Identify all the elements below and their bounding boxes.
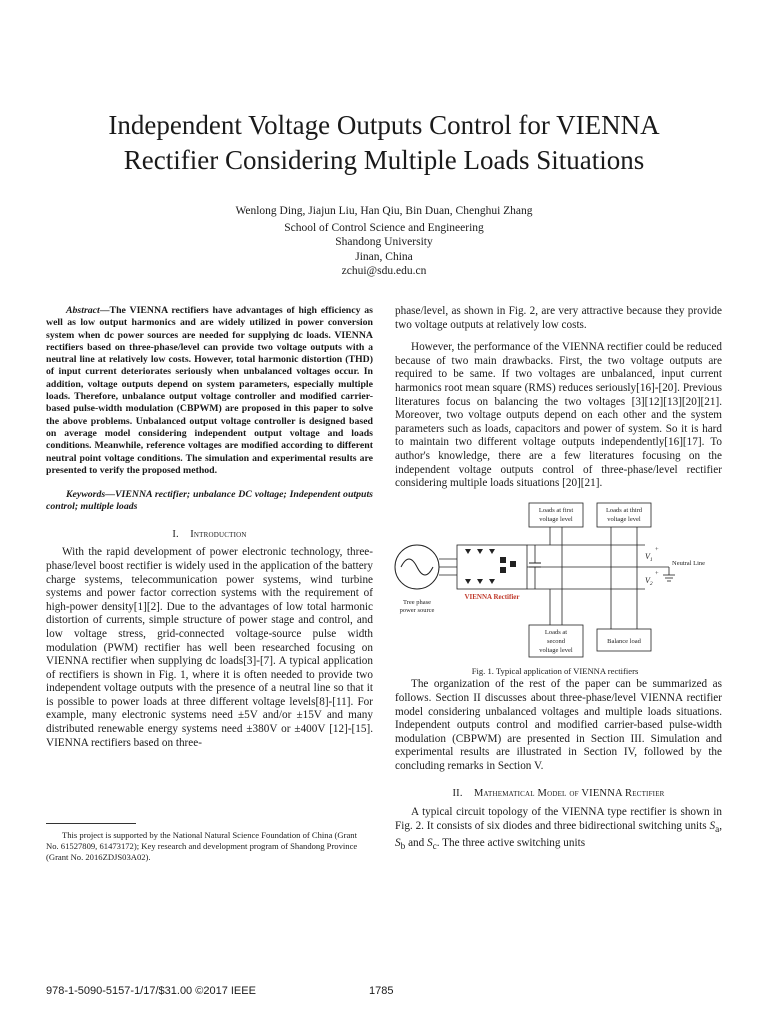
paper-title [30, 108, 738, 178]
rectifier-label: VIENNA Rectifier [464, 592, 520, 601]
loads-third-line1: Loads at third [605, 506, 643, 514]
section-heading-introduction [46, 528, 373, 542]
plus-sign-bottom: + [655, 569, 659, 577]
title-line-2: Rectifier Considering Multiple Loads Situations [123, 145, 645, 175]
v2-label: $V_2$ [645, 575, 653, 587]
plus-sign-top: + [655, 545, 659, 553]
footnote: This project is supported by the National Natural Science Foundation of China (Grant No. 61527809, 61473172); Key research and development program of Shandong Province (Grant No. 2016ZDJS03A02). [46, 830, 358, 862]
loads-first-line2: voltage level [539, 515, 573, 523]
v1-label: $V_1$ [645, 551, 653, 563]
figure-1-diagram [385, 501, 725, 663]
section-number: I. [172, 528, 179, 540]
section-number: II. [452, 788, 463, 800]
author-email: zchui@sdu.edu.cn [341, 265, 427, 277]
loads-second-line3: voltage level [539, 646, 573, 654]
figure-1 [385, 501, 725, 663]
introduction-paragraph: With the rapid development of power electronic technology, three-phase/level boost rectifier is widely used in the application of the battery charge systems, telecommunication power systems, wind turbine systems and power factor correction systems with the requirement of high-power density[1][2]. Due to the advantages of low total harmonic distortion of currents, simple structure of power stage and control, and low voltage stress, grid-connected voltage-source pulse width modulation (PWM) rectifier has well been researched focusing on VIENNA rectifier when supplying dc loads[3]-[7]. A typical application of rectifiers is shown in Fig. 1, where it is often needed to provide two independent voltage outputs with the presence of a neutral line so that it is possible to power loads at three different voltage levels[8]-[11]. For example, many electronic systems need ±5V and/or ±15V and many distributed renewable energy systems need ±380V or ±400V [12]-[15]. VIENNA rectifiers based on three- [46, 546, 373, 749]
left-column [46, 305, 373, 750]
loads-second-line1: Loads at [544, 628, 568, 636]
loads-second-line2: second [546, 637, 566, 645]
abstract-label: Abstract [66, 305, 100, 316]
balance-load-label: Balance load [607, 637, 641, 645]
model-paragraph: A typical circuit topology of the VIENNA type rectifier is shown in Fig. 2. It consists of six diodes and three bidirectional switching units $S_a$, $S_b$ and $S_c$. The three active switching units [395, 806, 722, 853]
footnote-divider [46, 823, 136, 824]
affiliation-school: School of Control Science and Engineering [284, 221, 484, 234]
loads-first-line1: Loads at first [538, 506, 574, 514]
source-label-line1: Tree phase [402, 598, 432, 606]
author-block [100, 204, 668, 279]
keywords: Keywords—VIENNA rectifier; unbalance DC voltage; Independent outputs control; multiple loads [46, 489, 373, 513]
affiliation-city: Jinan, China [355, 250, 413, 263]
source-label-line2: power source [399, 606, 435, 614]
section-title: Mathematical Model of VIENNA Rectifier [473, 788, 665, 800]
loads-third-line2: voltage level [607, 515, 641, 523]
right-paragraph-1: phase/level, as shown in Fig. 2, are very attractive because they provide two voltage outputs at relatively low costs. [395, 305, 722, 331]
right-column [395, 305, 722, 855]
copyright-line: 978-1-5090-5157-1/17/$31.00 ©2017 IEEE [46, 985, 256, 997]
affiliation-university: Shandong University [335, 236, 433, 248]
section-title: Introduction [190, 528, 247, 540]
right-paragraph-2: However, the performance of the VIENNA rectifier could be reduced because of two main drawbacks. First, the two voltage outputs are required to be same. If two voltages are unbalanced, input current harmonics root mean square (RMS) reduces seriously[16]-[20]. Previous literatures focus on balancing the two voltages [3][12][13][20][21]. Moreover, two voltage outputs depend on each other and the system parameters such as loads, capacitors and power of system. So it is hard to maintain two different voltage outputs independently[16][17]. To author's knowledge, there are a few literatures focusing on the independent voltage outputs control of three-phase/level rectifier considering multiple loads situations [20][21]. [395, 341, 722, 490]
abstract [46, 305, 373, 477]
neutral-line-label: Neutral Line [672, 559, 706, 567]
figure-1-caption: Fig. 1. Typical application of VIENNA rectifiers [471, 665, 639, 676]
author-names: Wenlong Ding, Jiajun Liu, Han Qiu, Bin Duan, Chenghui Zhang [235, 205, 533, 217]
section-heading-model [395, 787, 722, 801]
title-line-1: Independent Voltage Outputs Control for VIENNA [108, 110, 660, 140]
right-paragraph-3: The organization of the rest of the paper can be summarized as follows. Section II discusses about three-phase/level VIENNA rectifier model considering unbalanced voltages and multiple loads situations. Independent outputs control and modified carrier-based pulse-width modulation (CBPWM) are presented in Section III. Simulation and experimental results are illustrated in Section IV, followed by the concluding remarks in Section V. [395, 678, 722, 772]
abstract-text: —The VIENNA rectifiers have advantages of high efficiency as well as low output harmonics and are widely utilized in power conversion system when dc power sources are needed for supplying dc loads. VIENNA rectifiers based on three-phase/level can provide two voltage outputs with a neutral line at relatively low costs. However, total harmonic distortion (THD) of input current deteriorates seriously when unbalanced voltages occur. In addition, voltage outputs depend on system parameters, especially multiple loads. Therefore, unbalance output voltage controller and modified carrier-based pulse-width modulation (CBPWM) are proposed in this paper to solve the above problems. Unbalanced output voltage controller is designed based on average model considering independent output voltage and loads conditions. Meanwhile, reference voltages are modified according to different neutral point voltage conditions. The simulation and experimental results are presented to verify the proposed method. [46, 305, 373, 476]
page-number: 1785 [369, 985, 394, 997]
